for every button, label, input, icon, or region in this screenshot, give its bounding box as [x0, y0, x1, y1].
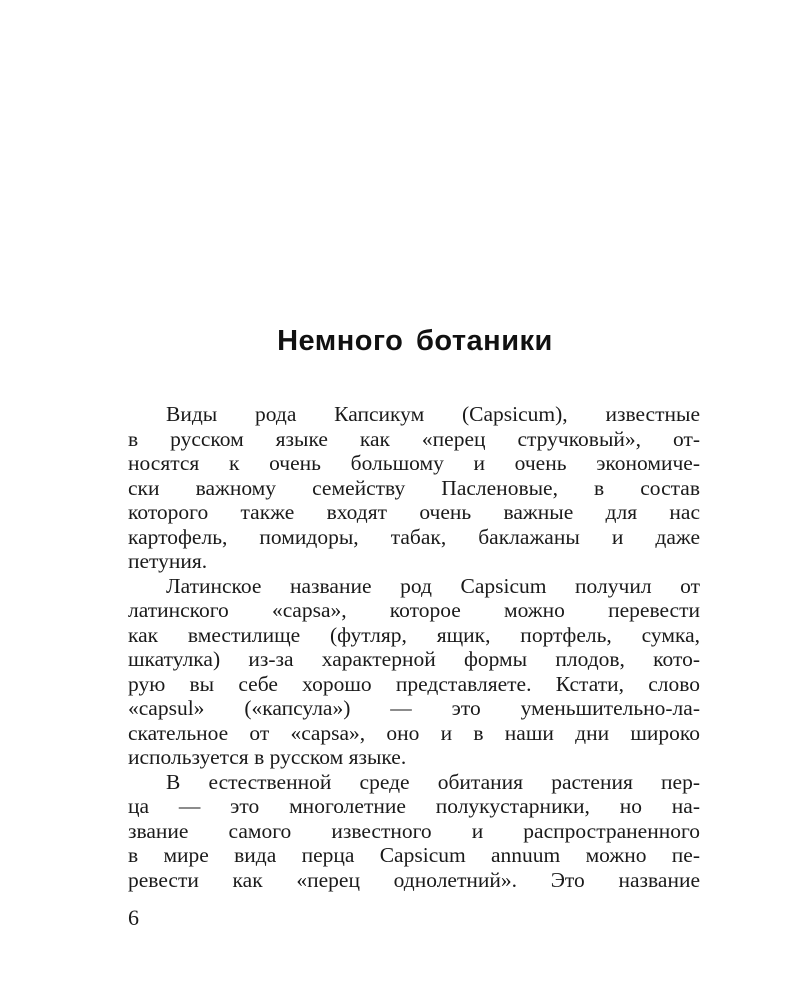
text-line: ревести как «перец однолетний». Это название: [128, 867, 700, 892]
page-number: 6: [128, 905, 139, 930]
text-line: «capsul» («капсула») — это уменьшительно-ла-: [128, 696, 700, 720]
chapter-title: Немного ботаники: [277, 325, 553, 357]
text-line: которого также входят очень важные для нас: [128, 500, 700, 524]
text-line: Виды рода Капсикум (Capsicum), известные: [166, 402, 700, 426]
paragraph: [128, 402, 700, 574]
text-line: рую вы себе хорошо представляете. Кстати, слово: [128, 671, 700, 696]
text-line: как вместилище (футляр, ящик, портфель, сумка,: [128, 622, 700, 647]
text-line: используется в русском языке.: [128, 745, 407, 769]
text-line: картофель, помидоры, табак, баклажаны и даже: [128, 524, 700, 549]
paragraph: [128, 574, 700, 770]
text-line: латинского «capsa», которое можно перевести: [128, 598, 700, 622]
text-line: звание самого известного и распространенного: [128, 818, 700, 843]
text-line: в мире вида перца Capsicum annuum можно пе-: [128, 843, 700, 867]
paragraph: [128, 770, 700, 893]
text-line: шкатулка) из-за характерной формы плодов, кото-: [128, 647, 700, 671]
chapter-body: [128, 402, 700, 892]
text-line: Латинское название род Capsicum получил от: [166, 573, 700, 598]
text-line: ски важному семейству Пасленовые, в состав: [128, 475, 700, 500]
text-line: носятся к очень большому и очень экономиче-: [128, 451, 700, 475]
text-line: В естественной среде обитания растения пер-: [166, 769, 700, 794]
text-line: скательное от «capsa», оно и в наши дни широко: [128, 720, 700, 745]
text-line: в русском языке как «перец стручковый», от-: [128, 426, 700, 451]
text-line: петуния.: [128, 549, 208, 573]
text-line: ца — это многолетние полукустарники, но на-: [128, 794, 700, 818]
